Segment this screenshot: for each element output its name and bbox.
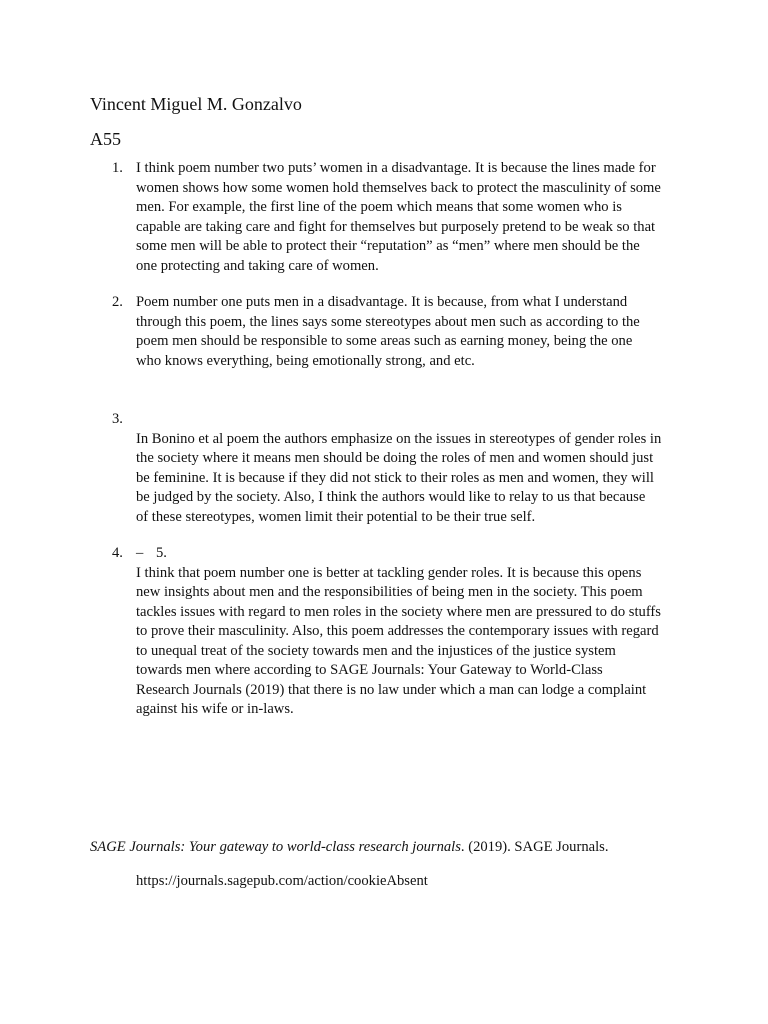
text-line: to prove their masculinity. Also, this poem addresses the contemporary issues with regard (136, 623, 659, 639)
section-code: A55 (90, 129, 121, 149)
answer-number: 4. (112, 545, 123, 561)
text-line: be feminine. It is because if they did not stick to their roles as men and women, they will (136, 469, 654, 486)
author-name: Vincent Miguel M. Gonzalvo (90, 94, 302, 114)
answer-text (136, 293, 692, 371)
text-line: poem men should be responsible to some areas such as earning money, being the one (136, 333, 633, 349)
answer-text (136, 410, 692, 527)
reference-url[interactable]: https://journals.sagepub.com/action/cookieAbsent (136, 873, 428, 889)
text-line: capable are taking care and fight for themselves but purposely pretend to be weak so that (136, 218, 656, 235)
text-line: some men will be able to protect their “reputation” as “men” where men should be the (136, 238, 640, 254)
text-line: of these stereotypes, women limit their potential to be their true self. (136, 508, 536, 525)
text-line: be judged by the society. Also, I think the authors would like to relay to us that because (136, 489, 646, 505)
text-line: against his wife or in-laws. (136, 701, 294, 717)
text-line: the society where it means men should be doing the roles of men and women should just (136, 450, 654, 466)
text-line: one protecting and taking care of women. (136, 257, 379, 274)
answer-item-4-5 (112, 544, 692, 720)
answer-item-3 (112, 410, 692, 527)
text-line: Poem number one puts men in a disadvantage. It is because, from what I understand (136, 294, 628, 310)
reference-title: SAGE Journals: Your gateway to world-class research journals (90, 839, 461, 855)
answer-item-2 (112, 293, 692, 371)
text-line: I think that poem number one is better at tackling gender roles. It is because this opens (136, 564, 642, 581)
text-line: towards men where according to SAGE Journals: Your Gateway to World-Class (136, 662, 603, 678)
answer-text (136, 159, 692, 276)
answer-text (136, 544, 692, 720)
range-dash: – (136, 545, 144, 561)
text-line: new insights about men and the responsibilities of being men in the society. This poem (136, 584, 643, 600)
answer-range-line (136, 544, 692, 564)
text-line: who knows everything, being emotionally strong, and etc. (136, 352, 475, 369)
reference-details: . (2019). SAGE Journals. (460, 839, 609, 855)
text-line: women shows how some women hold themselves back to protect the masculinity of some (136, 179, 661, 196)
text-line: Research Journals (2019) that there is no law under which a man can lodge a complaint (136, 681, 647, 698)
text-line: men. For example, the first line of the poem which means that some women who is (136, 199, 622, 215)
text-line: through this poem, the lines says some stereotypes about men such as according to the (136, 313, 640, 330)
answer-item-1 (112, 159, 692, 276)
text-line: In Bonino et al poem the authors emphasize on the issues in stereotypes of gender roles in (136, 430, 662, 447)
answer-number: 1. (112, 160, 123, 176)
reference-entry (90, 838, 608, 858)
text-line: tackles issues with regard to men roles in the society where men are pressured to do stuffs (136, 603, 661, 620)
answer-number: 2. (112, 294, 123, 310)
answer-number-end: 5. (156, 545, 167, 561)
answer-number: 3. (112, 411, 123, 427)
text-line: to unequal treat of the society towards men and the injustices of the justice system (136, 642, 616, 659)
text-line: I think poem number two puts’ women in a disadvantage. It is because the lines made for (136, 160, 656, 176)
